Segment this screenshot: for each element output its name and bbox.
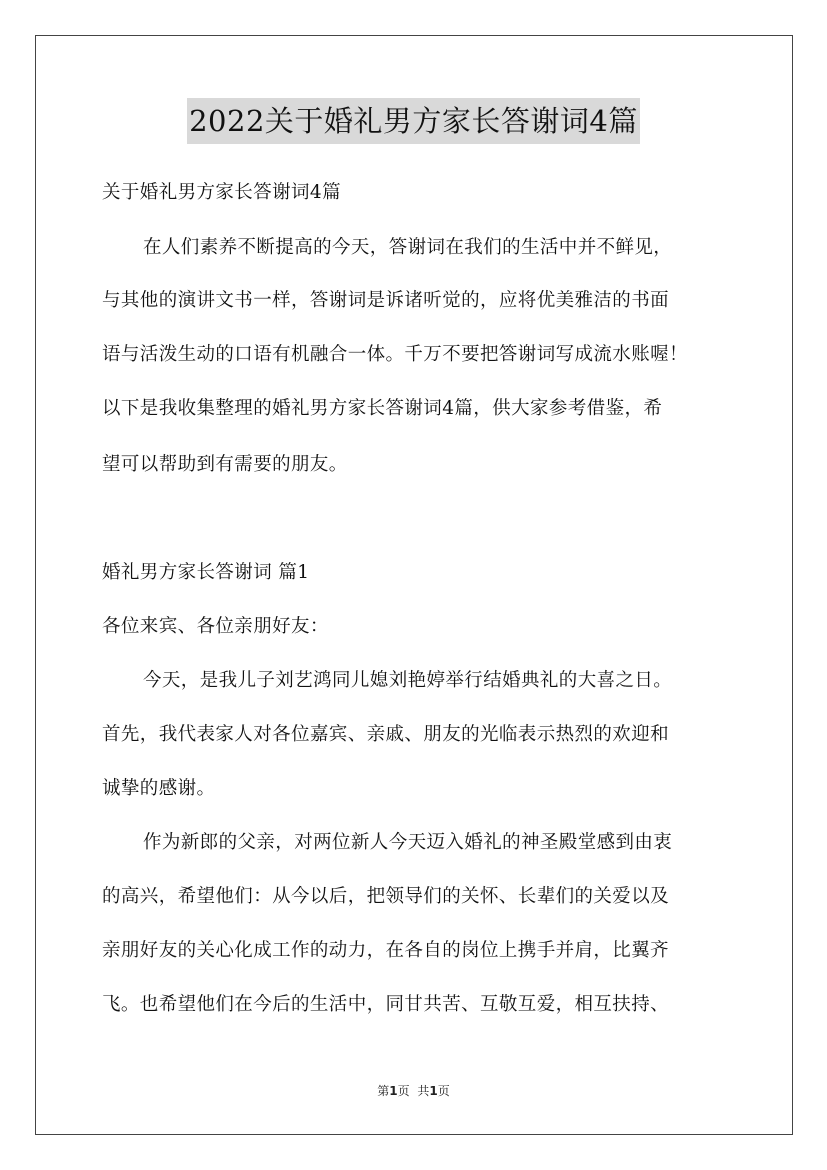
intro-line: 与其他的演讲文书一样，答谢词是诉诸听觉的，应将优美雅洁的书面: [102, 290, 670, 311]
section-heading: 婚礼男方家长答谢词 篇1: [102, 562, 310, 583]
intro-line: 语与活泼生动的口语有机融合一体。千万不要把答谢词写成流水账喔！: [102, 344, 688, 365]
paragraph-line: 的高兴，希望他们：从今以后，把领导们的关怀、长辈们的关爱以及: [102, 886, 670, 907]
paragraph-line: 亲朋好友的关心化成工作的动力，在各自的岗位上携手并肩，比翼齐: [102, 940, 670, 961]
intro-line: 以下是我收集整理的婚礼男方家长答谢词4篇，供大家参考借鉴，希: [102, 398, 663, 419]
paragraph-line: 首先，我代表家人对各位嘉宾、亲戚、朋友的光临表示热烈的欢迎和: [102, 724, 670, 745]
document-title: 2022关于婚礼男方家长答谢词4篇: [187, 98, 640, 144]
paragraph-line: 飞。也希望他们在今后的生活中，同甘共苦、互敬互爱，相互扶持、: [102, 994, 670, 1015]
footer-page-number: 1: [389, 1084, 398, 1098]
paragraph-line: 今天，是我儿子刘艺鸿同儿媳刘艳婷举行结婚典礼的大喜之日。: [143, 670, 673, 691]
title-container: [0, 98, 827, 144]
footer-total-prefix: 共: [417, 1084, 430, 1098]
footer-page-prefix: 第: [377, 1084, 390, 1098]
paragraph-line: 作为新郎的父亲，对两位新人今天迈入婚礼的神圣殿堂感到由衷: [143, 832, 673, 853]
intro-line: 望可以帮助到有需要的朋友。: [102, 454, 348, 475]
footer-total-number: 1: [429, 1084, 438, 1098]
salutation: 各位来宾、各位亲朋好友：: [102, 616, 329, 637]
paragraph-line: 诚挚的感谢。: [102, 778, 216, 799]
document-subtitle: 关于婚礼男方家长答谢词4篇: [102, 182, 341, 203]
page-footer: [0, 1082, 827, 1099]
intro-line: 在人们素养不断提高的今天，答谢词在我们的生活中并不鲜见，: [143, 237, 673, 258]
footer-page-suffix: 页: [397, 1084, 410, 1098]
footer-total-suffix: 页: [437, 1084, 450, 1098]
